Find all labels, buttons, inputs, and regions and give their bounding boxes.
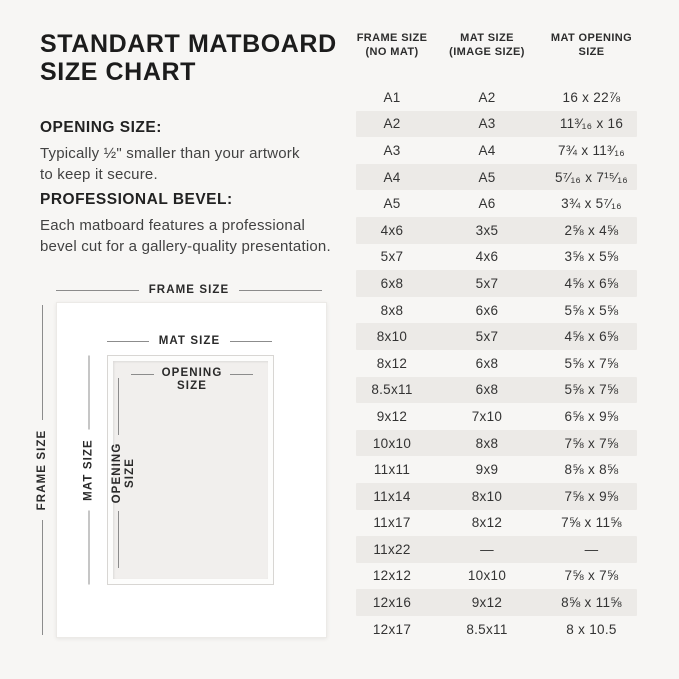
professional-bevel-heading: PROFESSIONAL BEVEL: xyxy=(40,191,233,208)
table-row xyxy=(356,377,637,404)
mat-opening-cell: 8 x 10.5 xyxy=(566,621,617,637)
opening-size-label-left xyxy=(111,378,139,568)
mat-size-cell: A2 xyxy=(478,89,496,105)
page-title-line1: STANDART MATBOARD xyxy=(40,30,337,58)
table-row xyxy=(356,483,637,510)
table-row xyxy=(356,111,637,138)
table-row xyxy=(356,244,637,271)
frame-size-cell: 12x16 xyxy=(372,595,412,611)
mat-size-cell: 8x10 xyxy=(471,488,503,504)
mat-opening-cell: 4⅝ x 6⅝ xyxy=(564,275,619,291)
dimension-line xyxy=(131,374,154,375)
mat-opening-cell: 2⅝ x 4⅝ xyxy=(564,222,619,238)
mat-opening-cell: — xyxy=(584,541,599,557)
dimension-line xyxy=(230,374,253,375)
table-row xyxy=(356,616,637,643)
table-row xyxy=(356,270,637,297)
column-header-mat-size: MAT SIZE (IMAGE SIZE) xyxy=(449,32,525,58)
table-row xyxy=(356,84,637,111)
opening-size-section xyxy=(40,119,340,185)
dimension-line xyxy=(88,356,89,430)
mat-size-cell: — xyxy=(480,541,494,557)
column-header-frame-size: FRAME SIZE (NO MAT) xyxy=(356,32,428,58)
table-row xyxy=(356,563,637,590)
frame-size-cell: 12x17 xyxy=(372,621,412,637)
frame-size-cell: A3 xyxy=(383,142,401,158)
dimension-line xyxy=(239,290,322,291)
frame-size-cell: 4x6 xyxy=(380,222,404,238)
mat-size-cell: 4x6 xyxy=(475,249,499,265)
mat-opening-cell: 7¾ x 11³⁄₁₆ xyxy=(557,142,626,158)
table-row xyxy=(356,297,637,324)
size-table xyxy=(356,84,637,642)
frame-size-cell: 6x8 xyxy=(380,275,404,291)
frame-size-cell: 9x12 xyxy=(376,408,408,424)
mat-size-cell: 6x8 xyxy=(475,382,499,398)
dimension-line xyxy=(107,341,149,342)
mat-size-cell: A6 xyxy=(478,196,496,212)
frame-size-cell: 8.5x11 xyxy=(371,382,413,398)
mat-opening-cell: 3⅝ x 5⅝ xyxy=(564,249,619,265)
dimension-line xyxy=(42,305,43,420)
column-header-mat-opening-size: MAT OPENING SIZE xyxy=(550,32,633,58)
frame-size-cell: 8x12 xyxy=(376,355,408,371)
table-row xyxy=(356,536,637,563)
mat-size-cell: 9x9 xyxy=(475,462,499,478)
mat-opening-cell: 7⅝ x 11⅝ xyxy=(561,515,622,531)
mat-opening-cell: 16 x 22⅞ xyxy=(562,89,621,105)
table-row xyxy=(356,510,637,537)
frame-size-cell: 8x8 xyxy=(380,302,404,318)
mat-size-cell: 6x8 xyxy=(475,355,499,371)
table-row xyxy=(356,456,637,483)
mat-size-label-left: MAT SIZE xyxy=(82,356,96,585)
dimension-line xyxy=(56,290,139,291)
mat-size-cell: 5x7 xyxy=(475,329,499,345)
mat-opening-cell: 7⅝ x 7⅝ xyxy=(564,435,619,451)
frame-size-cell: 5x7 xyxy=(380,249,404,265)
frame-size-cell: A2 xyxy=(383,116,401,132)
mat-size-cell: 7x10 xyxy=(471,408,503,424)
opening-size-body: Typically ½" smaller than your artwork to keep it secure. xyxy=(40,145,300,183)
frame-size-cell: A5 xyxy=(383,196,401,212)
frame-size-cell: 11x22 xyxy=(373,541,411,557)
page-title-line2: SIZE CHART xyxy=(40,58,196,86)
mat-size-cell: 10x10 xyxy=(467,568,507,584)
frame-size-cell: 11x11 xyxy=(373,462,411,478)
opening-size-label-text: OPENING SIZE xyxy=(111,442,136,504)
page-title xyxy=(40,30,337,86)
mat-size-cell: 8x8 xyxy=(475,435,499,451)
table-row xyxy=(356,164,637,191)
frame-size-cell: 11x14 xyxy=(373,488,411,504)
dimension-line xyxy=(118,511,119,568)
table-header xyxy=(356,31,637,59)
mat-opening-cell: 5⁷⁄₁₆ x 7¹⁵⁄₁₆ xyxy=(555,169,628,185)
mat-size-cell: A4 xyxy=(478,142,496,158)
table-row xyxy=(356,403,637,430)
mat-opening-cell: 5⅝ x 5⅝ xyxy=(564,302,619,318)
mat-opening-cell: 6⅝ x 9⅝ xyxy=(564,408,619,424)
mat-opening-cell: 3¾ x 5⁷⁄₁₆ xyxy=(561,196,622,212)
mat-opening-cell: 11³⁄₁₆ x 16 xyxy=(559,116,624,132)
table-row xyxy=(356,190,637,217)
mat-size-cell: 8.5x11 xyxy=(466,621,508,637)
mat-size-cell: 5x7 xyxy=(475,275,499,291)
mat-size-cell: 6x6 xyxy=(475,302,499,318)
mat-opening-cell: 5⅝ x 7⅝ xyxy=(564,382,619,398)
dimension-line xyxy=(42,520,43,635)
table-row xyxy=(356,323,637,350)
mat-size-cell: 9x12 xyxy=(471,595,503,611)
frame-size-cell: 10x10 xyxy=(372,435,412,451)
mat-size-cell: A3 xyxy=(478,116,496,132)
frame-size-cell: A1 xyxy=(383,89,401,105)
mat-opening-cell: 5⅝ x 7⅝ xyxy=(564,355,619,371)
mat-opening-cell: 7⅝ x 9⅝ xyxy=(564,488,619,504)
frame-size-cell: 8x10 xyxy=(376,329,408,345)
frame-size-cell: A4 xyxy=(383,169,401,185)
mat-size-cell: 8x12 xyxy=(471,515,503,531)
mat-opening-cell: 7⅝ x 7⅝ xyxy=(564,568,619,584)
mat-size-label-top: MAT SIZE xyxy=(107,334,272,348)
mat-opening-cell: 8⅝ x 8⅝ xyxy=(564,462,619,478)
opening-size-heading: OPENING SIZE: xyxy=(40,119,162,136)
table-row xyxy=(356,350,637,377)
frame-size-cell: 11x17 xyxy=(373,515,411,531)
dimension-line xyxy=(118,378,119,435)
table-row xyxy=(356,137,637,164)
mat-opening-cell: 8⅝ x 11⅝ xyxy=(561,595,622,611)
mat-opening-cell: 4⅝ x 6⅝ xyxy=(564,329,619,345)
frame-size-cell: 12x12 xyxy=(372,568,412,584)
dimension-line xyxy=(88,511,89,585)
mat-size-cell: 3x5 xyxy=(475,222,499,238)
mat-size-cell: A5 xyxy=(478,169,496,185)
opening-size-label-text: OPENING SIZE xyxy=(161,367,223,392)
opening-size-label-top xyxy=(131,367,253,395)
table-row xyxy=(356,589,637,616)
frame-size-label-left: FRAME SIZE xyxy=(35,305,49,635)
table-row xyxy=(356,217,637,244)
dimension-line xyxy=(230,341,272,342)
professional-bevel-section xyxy=(40,191,340,257)
professional-bevel-body: Each matboard features a professional bevel cut for a gallery-quality presentation. xyxy=(40,217,331,255)
table-row xyxy=(356,430,637,457)
frame-size-label-top: FRAME SIZE xyxy=(56,283,322,297)
